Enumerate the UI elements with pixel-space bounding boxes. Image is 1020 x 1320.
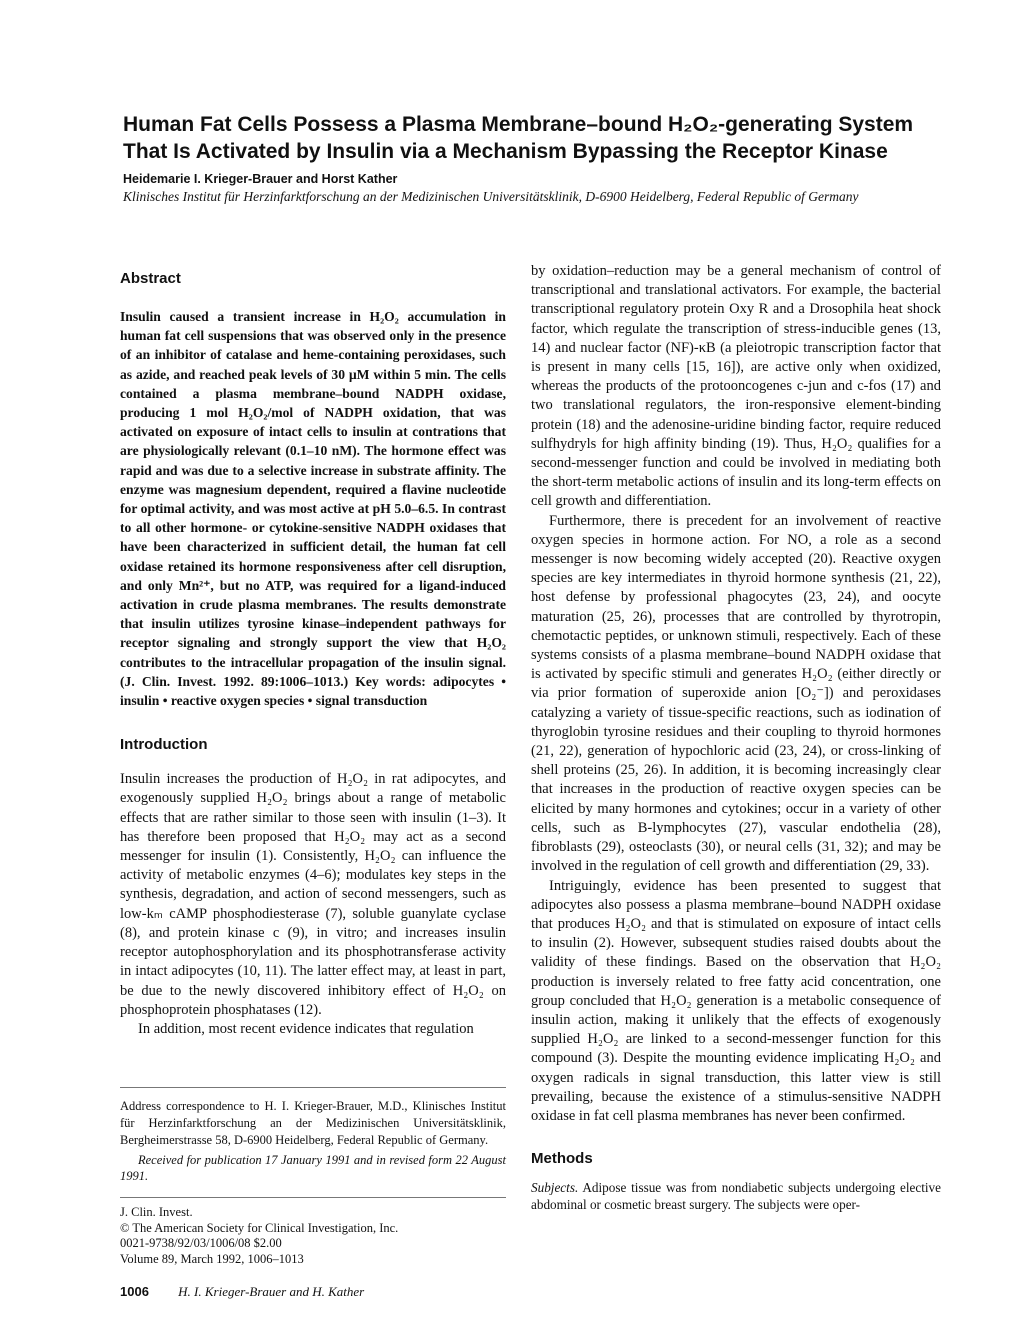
introduction-heading: Introduction xyxy=(120,736,208,754)
footnote-rule xyxy=(120,1087,506,1088)
abstract-heading: Abstract xyxy=(120,270,181,287)
methods-subjects-text: Adipose tissue was from nondiabetic subjects undergoing elective abdominal or cosmetic breast surgery. The subjects were oper- xyxy=(531,1180,941,1213)
affiliation: Klinisches Institut für Herzinfarktforschung an der Medizinischen Universitätsklinik, D-6900 Heidelberg, Federal Republic of Germany xyxy=(123,189,859,204)
citation-rule xyxy=(120,1197,506,1198)
methods-subjects-label: Subjects. xyxy=(531,1180,579,1196)
citation-block xyxy=(120,1205,506,1267)
citation-copyright: © The American Society for Clinical Investigation, Inc. xyxy=(120,1220,399,1235)
received-note: Received for publication 17 January 1991 and in revised form 22 August 1991. xyxy=(120,1152,506,1184)
running-head: H. I. Krieger-Brauer and H. Kather xyxy=(178,1284,365,1299)
page-footer xyxy=(120,1284,364,1300)
right-column xyxy=(531,262,941,1213)
right-paragraph-2: Furthermore, there is precedent for an involvement of reactive oxygen species in hormone action. For NO, a role as a second messenger is now becoming widely accepted (20). Reactive oxygen species are key intermediates in thyroid hormone synthesis (21, 22), host defense by professional phagocytes (23, 24), and oocyte maturation (25, 26), processes that are controlled by thyrotropin, chemotactic peptides, or unknown stimuli, respectively. Each of these systems consists of a plasma membrane–bound NADPH oxidase that is activated by specific stimuli and generates H₂O₂ (either directly or via prior formation of superoxide anion [O₂⁻]) and peroxidases catalyzing a variety of tissue-specific reactions, such as iodination of thyroglobin tyrosine residues and their coupling to thyroid hormones (21, 22), generation of hypochloric acid (23, 24), or cross-linking of shell proteins (25, 26). In addition, it is becoming increasingly clear that increases in the production of reactive oxygen species can be elicited by many hormones and cytokines; occur in a variety of other cells, such as B-lymphocytes (27), vascular endothelia (28), fibroblasts (29), osteoclasts (30), or neural cells (31, 32); and may be involved in the regulation of cell growth and differentiation (29, 33). xyxy=(531,512,941,875)
page-number: 1006 xyxy=(120,1284,149,1299)
intro-paragraph-1: Insulin increases the production of H₂O₂ in rat adipocytes, and exogenously supplied H₂O₂ brings about a range of metabolic effects that are rather similar to those seen with insulin (1–3). It has therefore been proposed that H₂O₂ may act as a second messenger for insulin (1). Consistently, H₂O₂ can influence the activity of metabolic enzymes (4–6); modulates key steps in the synthesis, degradation, and action of second messengers, such as low-kₘ cAMP phosphodiesterase (7), soluble guanylate cyclase (8), and protein kinase c (9), in vitro; and increases insulin receptor autophosphorylation and its phosphotransferase activity in intact adipocytes (10, 11). The latter effect may, at least in part, be due to the newly discovered inhibitory effect of H₂O₂ on phosphoprotein phosphatases (12). xyxy=(120,771,506,1018)
methods-paragraph xyxy=(531,1179,941,1213)
intro-paragraph-2: In addition, most recent evidence indicates that regulation xyxy=(138,1020,474,1037)
correspondence-note: Address correspondence to H. I. Krieger-Brauer, M.D., Klinisches Institut für Herzinfarktforschung an der Medizinischen Universitätsklinik, Bergheimerstrasse 58, D-6900 Heidelberg, Federal Republic of Germany. xyxy=(120,1099,506,1147)
article-title: Human Fat Cells Possess a Plasma Membrane–bound H₂O₂-generating System That Is Activated by Insulin via a Mechanism Bypassing the Receptor Kinase xyxy=(123,113,914,163)
citation-volume: Volume 89, March 1992, 1006–1013 xyxy=(120,1251,304,1266)
citation-journal: J. Clin. Invest. xyxy=(120,1205,193,1220)
right-paragraph-3: Intriguingly, evidence has been presented to suggest that adipocytes also possess a plasma membrane–bound NADPH oxidase that produces H₂O₂ and that is stimulated on exposure of intact cells to insulin (2). However, subsequent studies raised doubts about the validity of these findings. Based on the observation that H₂O₂ production is inversely related to free fatty acid concentration, one group concluded that H₂O₂ generation is a metabolic consequence of insulin action, making it unlikely that the effects of exogenously supplied H₂O₂ are linked to a second-messenger function for this compound (3). Despite the mounting evidence implicating H₂O₂ and oxygen radicals in signal transduction, this latter view is still prevailing, because the existence of a stimulus-sensitive NADPH oxidase in fat cell plasma membranes has never been confirmed. xyxy=(531,877,941,1124)
abstract-text: Insulin caused a transient increase in H₂O₂ accumulation in human fat cell suspensions that was observed only in the presence of an inhibitor of catalase and heme-containing peroxidases, such as azide, and reached peak levels of 30 µM within 5 min. The cells contained a plasma membrane–bound NADPH oxidase, producing 1 mol H₂O₂/mol of NADPH oxidation, that was activated on exposure of intact cells to insulin at contrations that are physiologically relevant (0.1–10 nM). The hormone effect was rapid and was due to a selective increase in substrate affinity. The enzyme was magnesium dependent, required a flavine nucleotide for optimal activity, and was most active at pH 5.0–6.5. In contrast to all other hormone- or cytokine-sensitive NADPH oxidases that have been characterized in sufficient detail, the human fat cell oxidase retained its hormone responsiveness after cell disruption, and only Mn²⁺, but no ATP, was required for a ligand-induced activation in crude plasma membranes. The results demonstrate that insulin utilizes tyrosine kinase–independent pathways for receptor signaling and strongly support the view that H₂O₂ contributes to the intracellular propagation of the insulin signal. (J. Clin. Invest. 1992. 89:1006–1013.) Key words: adipocytes • insulin • reactive oxygen species • signal transduction xyxy=(120,309,506,709)
right-paragraph-1: by oxidation–reduction may be a general mechanism of control of transcriptional and translational activators. For example, the bacterial transcriptional regulatory protein Oxy R and a Drosophila heat shock factor, which regulate the transcription of stress-inducible genes (13, 14) and nuclear factor (NF)-κB (a pleiotropic transcription factor that is present in many cells [15, 16]), are active only when oxidized, whereas the products of the protooncogenes c-jun and c-fos (17) and two translational regulators, the iron-responsive element-binding protein (18) and the adenosine-uridine binding factor, require reduced sulfhydryls for high affinity binding (19). Thus, H₂O₂ qualifies for a second-messenger function and could be involved in mediating both the short-term metabolic actions of insulin and its long-term effects on cell growth and differentiation. xyxy=(531,263,941,510)
methods-heading: Methods xyxy=(531,1150,593,1168)
citation-issn: 0021-9738/92/03/1006/08 $2.00 xyxy=(120,1236,282,1251)
authors: Heidemarie I. Krieger-Brauer and Horst Kather xyxy=(123,172,398,186)
left-column xyxy=(120,262,506,1267)
